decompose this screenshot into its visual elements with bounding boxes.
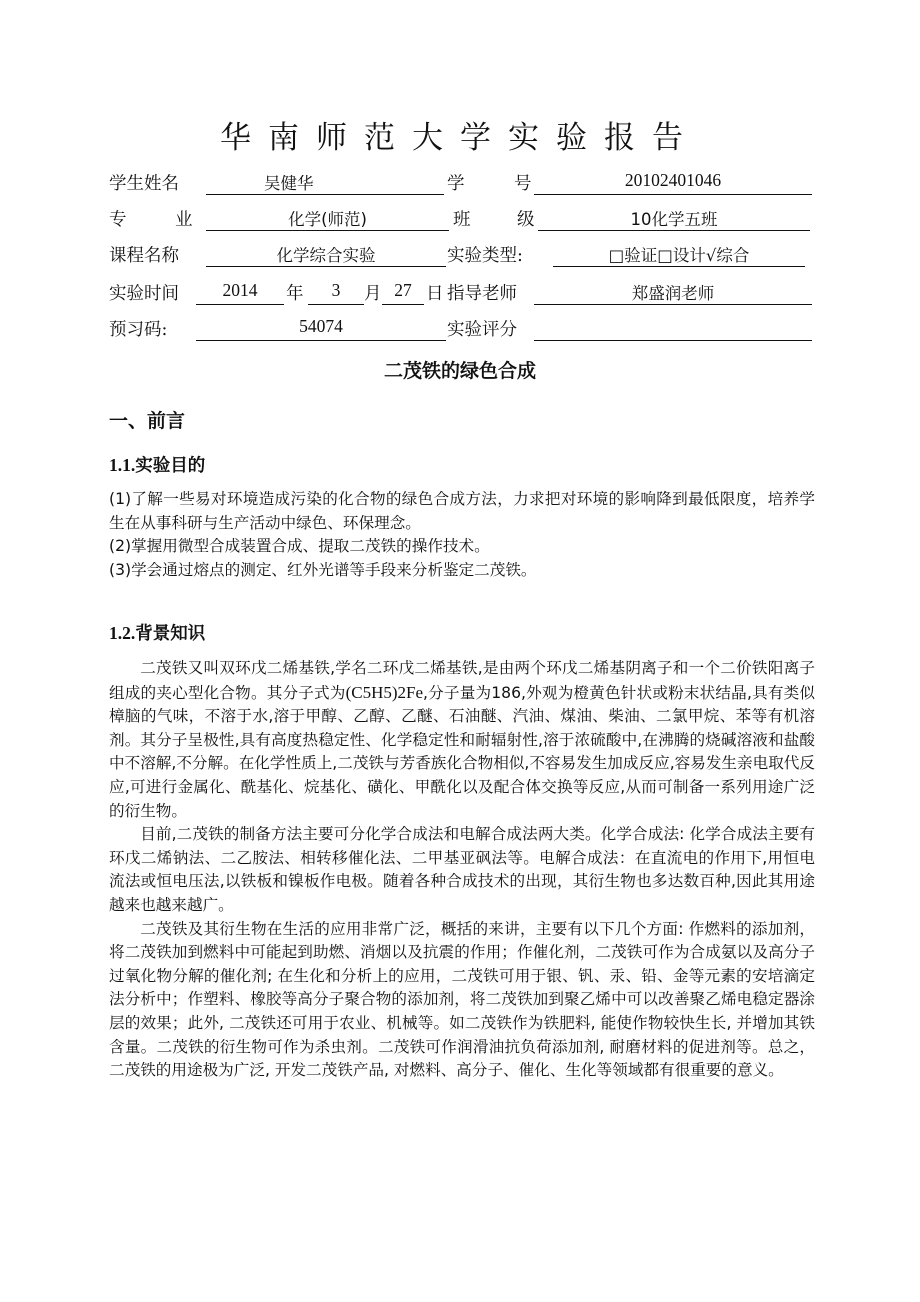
day-unit: 日 <box>426 284 444 304</box>
objective-item: (3)学会通过熔点的测定、红外光谱等手段来分析鉴定二茂铁。 <box>109 560 537 579</box>
class-label-1: 班 <box>453 210 471 230</box>
month-unit: 月 <box>364 284 382 304</box>
experiment-title: 二茂铁的绿色合成 <box>383 360 536 382</box>
teacher-label: 指导老师 <box>447 284 517 304</box>
student-name-value: 吴健华 <box>264 174 314 193</box>
background-p1-text-cont: ,分子量为186,外观为橙黄色针状或粉末状结晶,具有类似樟脑的气味，不溶于水,溶于甲醇、乙醇、乙醚、石油醚、汽油、煤油、柴油、二氯甲烷、苯等有机溶剂。其分子呈极性,具有高度热稳定性、化学稳定性和耐辐射性,溶于浓硫酸中,在沸腾的烧碱溶液和盐酸中不溶解,不分解。在化学性质上,二茂铁与芳香族化合物相似,不容易发生加成反应,容易发生亲电取代反应,可进行金属化、酰基化、烷基化、磺化、甲酰化以及配合体交换等反应,从而可制备一系列用途广泛的衍生物。 <box>109 683 815 820</box>
background-text <box>109 657 815 1083</box>
background-paragraph-3: 二茂铁及其衍生物在生活的应用非常广泛，概括的来讲，主要有以下几个方面: 作燃料的添加剂，将二茂铁加到燃料中可能起到助燃、消烟以及抗震的作用；作催化剂，二茂铁可作为合成氨以及高分子过氧化物分解的催化剂; 在生化和分析上的应用，二茂铁可用于银、钒、汞、铅、金等元素的安培滴定法分析中；作塑料、橡胶等高分子聚合物的添加剂，将二茂铁加到聚乙烯中可以改善聚乙烯电稳定器涂层的效果；此外, 二茂铁还可用于农业、机械等。如二茂铁作为铁肥料, 能使作物较快生长, 并增加其铁含量。二茂铁的衍生物可作为杀虫剂。二茂铁可作润滑油抗负荷添加剂, 耐磨材料的促进剂等。总之，二茂铁的用途极为广泛, 开发二茂铁产品, 对燃料、高分子、催化、生化等领域都有很重要的意义。 <box>109 919 815 1080</box>
section-heading-objectives: 1.1.实验目的 <box>109 455 206 475</box>
background-paragraph-1 <box>109 657 815 823</box>
class-field: 10化学五班 <box>538 206 810 231</box>
type-label: 实验类型: <box>447 246 523 266</box>
preview-code-label: 预习码: <box>109 320 168 340</box>
major-field: 化学(师范) <box>206 206 449 231</box>
teacher-field: 郑盛润老师 <box>534 280 812 305</box>
info-row-preview <box>109 316 819 346</box>
course-label: 课程名称 <box>109 246 179 266</box>
course-field: 化学综合实验 <box>206 242 446 267</box>
info-row-course <box>109 242 819 272</box>
type-field: □验证□设计√综合 <box>553 242 805 267</box>
objective-item: (2)掌握用微型合成装置合成、提取二茂铁的操作技术。 <box>109 537 490 556</box>
student-name-field <box>206 170 444 195</box>
time-label: 实验时间 <box>109 284 179 304</box>
month-field: 3 <box>308 280 364 305</box>
student-id-label-1: 学 <box>447 174 465 194</box>
student-id-label-2: 号 <box>514 174 532 194</box>
score-label: 实验评分 <box>447 320 517 340</box>
molecular-formula: (C5H5)2Fe <box>345 682 424 702</box>
student-id-field: 20102401046 <box>534 170 812 195</box>
year-field: 2014 <box>196 280 284 305</box>
student-name-label: 学生姓名 <box>109 174 179 194</box>
report-title: 华南师范大学实验报告 <box>220 120 700 156</box>
info-row-time <box>109 280 819 310</box>
background-p1-text: 二茂铁又叫双环戊二烯基铁,学名二环戊二烯基铁,是由两个环戊二烯基阴离子和一个二价铁阳离子组成的夹心型化合物。其分子式为 <box>109 659 815 702</box>
section-heading-background: 1.2.背景知识 <box>109 623 206 643</box>
class-label-2: 级 <box>517 210 535 230</box>
objectives-list <box>109 488 815 582</box>
objective-item: (1)了解一些易对环境造成污染的化合物的绿色合成方法，力求把对环境的影响降到最低限度，培养学生在从事科研与生产活动中绿色、环保理念。 <box>109 490 815 532</box>
info-row-major <box>109 206 819 236</box>
major-label-1: 专 <box>109 210 127 230</box>
section-heading-preface: 一、前言 <box>109 410 186 432</box>
score-field <box>534 316 812 341</box>
background-paragraph-2: 目前,二茂铁的制备方法主要可分化学合成法和电解合成法两大类。化学合成法: 化学合成法主要有环戊二烯钠法、二乙胺法、相转移催化法、二甲基亚砜法等。电解合成法：在直流电的作用下,用恒电流法或恒电压法,以铁板和镍板作电极。随着各种合成技术的出现，其衍生物也多达数百种,因此其用途越来也越来越广。 <box>109 825 815 914</box>
major-label-2: 业 <box>175 210 193 230</box>
preview-code-field: 54074 <box>196 316 446 341</box>
day-field: 27 <box>382 280 424 305</box>
year-unit: 年 <box>286 284 304 304</box>
info-row-student <box>109 170 819 200</box>
